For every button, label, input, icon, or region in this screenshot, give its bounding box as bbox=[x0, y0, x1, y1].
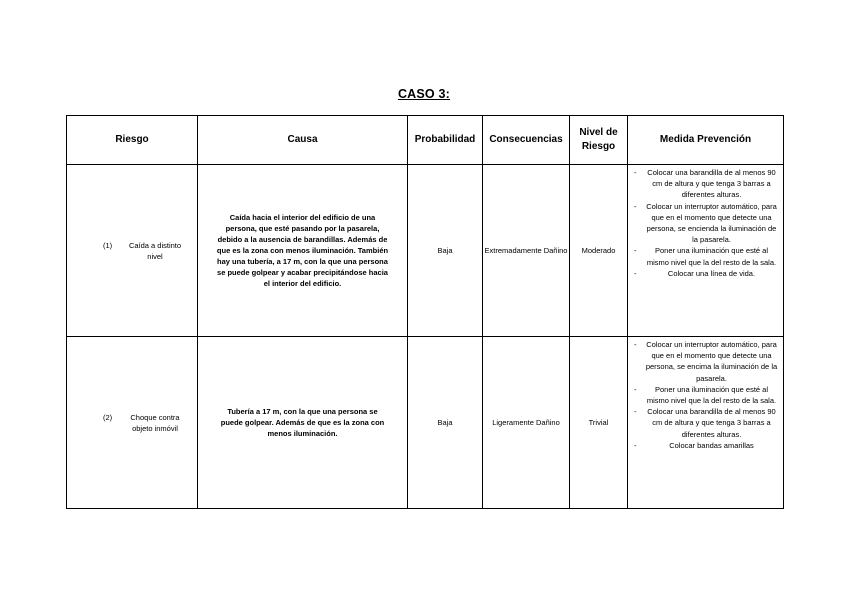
header-nivel: Nivel de Riesgo bbox=[570, 116, 628, 165]
header-probabilidad: Probabilidad bbox=[408, 116, 483, 165]
riesgo-number: (1) bbox=[103, 240, 113, 250]
causa-cell: Caída hacia el interior del edificio de una persona, que esté pasando por la pasarela, debido a la ausencia de barandillas. Además de que es la zona con menos iluminación. También hay una tubería, a 17 m, con la que una persona se puede golpear y acabar precipitándose hacia el interior del edificio. bbox=[198, 165, 408, 337]
causa-cell: Tubería a 17 m, con la que una persona se puede golpear. Además de que es la zona con menos iluminación. bbox=[198, 337, 408, 509]
header-medida: Medida Prevención bbox=[628, 116, 784, 165]
nivel-cell: Trivial bbox=[570, 337, 628, 509]
list-item: - Poner una iluminación que esté al mismo nivel que la del resto de la sala. bbox=[631, 384, 780, 406]
probabilidad-cell: Baja bbox=[408, 165, 483, 337]
list-item: - Colocar un interruptor automático, para que en el momento que detecte una persona, se encienda la iluminación de la pasarela. bbox=[631, 201, 780, 246]
consecuencias-cell: Ligeramente Dañino bbox=[483, 337, 570, 509]
probabilidad-cell: Baja bbox=[408, 337, 483, 509]
list-item: - Colocar un interruptor automático, para que en el momento que detecte una persona, se encima la iluminación de la pasarela. bbox=[631, 339, 780, 384]
table-header-row bbox=[67, 116, 784, 165]
consecuencias-cell: Extremadamente Dañino bbox=[483, 165, 570, 337]
riesgo-text: Choque contra objeto inmóvil bbox=[130, 412, 180, 433]
risk-table bbox=[66, 115, 784, 509]
header-consecuencias: Consecuencias bbox=[483, 116, 570, 165]
list-item: - Colocar una barandilla de al menos 90 cm de altura y que tenga 3 barras a diferentes alturas. bbox=[631, 406, 780, 440]
medidas-cell bbox=[628, 165, 784, 337]
nivel-cell: Moderado bbox=[570, 165, 628, 337]
riesgo-cell bbox=[67, 165, 198, 337]
riesgo-number: (2) bbox=[103, 412, 113, 422]
table-row bbox=[67, 337, 784, 509]
medidas-list bbox=[631, 167, 780, 279]
list-item: - Colocar una barandilla de al menos 90 cm de altura y que tenga 3 barras a diferentes alturas. bbox=[631, 167, 780, 201]
list-item: - Colocar una línea de vida. bbox=[631, 268, 780, 279]
medidas-cell bbox=[628, 337, 784, 509]
riesgo-text: Caída a distinto nivel bbox=[128, 240, 182, 261]
header-riesgo: Riesgo bbox=[67, 116, 198, 165]
riesgo-cell bbox=[67, 337, 198, 509]
page-title: CASO 3: bbox=[397, 87, 451, 101]
list-item: - Colocar bandas amarillas bbox=[631, 440, 780, 451]
table-row bbox=[67, 165, 784, 337]
list-item: - Poner una iluminación que esté al mismo nivel que la del resto de la sala. bbox=[631, 245, 780, 267]
medidas-list bbox=[631, 339, 780, 451]
header-causa: Causa bbox=[198, 116, 408, 165]
